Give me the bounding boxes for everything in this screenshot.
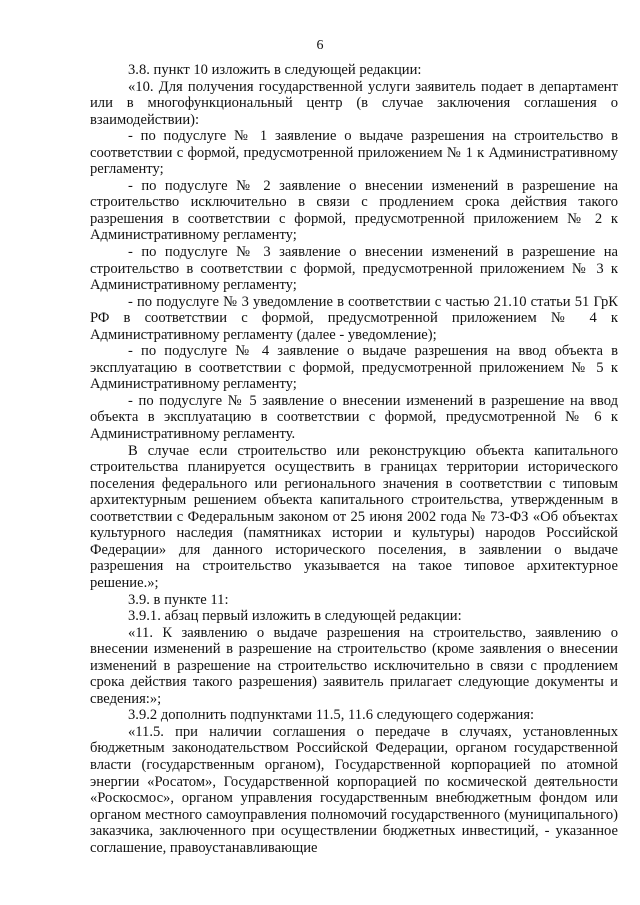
paragraph-3-9-1: 3.9.1. абзац первый изложить в следующей редакции:: [128, 608, 462, 625]
list-item-subservice-2: - по подуслуге № 2 заявление о внесении изменений в разрешение на строительство исключительно в связи с продлением срока действия такого разрешения в соответствии с формой, предусмотренной приложением № 2 к Административному регламенту;: [90, 177, 618, 244]
list-item-subservice-3-application: - по подуслуге № 3 заявление о внесении изменений в разрешение на строительство в соответствии с формой, предусмотренной приложением № 3 к Административному регламенту;: [90, 244, 618, 294]
list-item-subservice-4: - по подуслуге № 4 заявление о выдаче разрешения на ввод объекта в эксплуатацию в соответствии с формой, предусмотренной приложением № 5 к Административному регламенту;: [90, 343, 618, 393]
paragraph-item-11-5: «11.5. при наличии соглашения о передаче в случаях, установленных бюджетным законодательством Российской Федерации, органом государственной власти (государственным органом), Государственной корпорацией по атомной энергии «Росатом», Государственной корпорацией по космической деятельности «Роскосмос», органом управления государственным внебюджетным фондом или органом местного самоуправления полномочий государственного (муниципального) заказчика, заключенного при осуществлении бюджетных инвестиций, - указанное соглашение, правоустанавливающие: [90, 723, 618, 856]
paragraph-item-10: «10. Для получения государственной услуги заявитель подает в департамент или в многофункциональный центр (в случае заключения соглашения о взаимодействии):: [90, 78, 618, 128]
document-body: [90, 62, 618, 856]
page-number: 6: [316, 38, 324, 53]
paragraph-3-9: 3.9. в пункте 11:: [128, 591, 229, 608]
paragraph-item-11: «11. К заявлению о выдаче разрешения на строительство, заявлению о внесении изменений в разрешение на строительство (кроме заявления о внесении изменений в разрешение на строительство исключительно в связи с продлением срока действия такого разрешения) заявитель прилагает следующие документы и сведения:»;: [90, 624, 618, 707]
list-item-subservice-1: - по подуслуге № 1 заявление о выдаче разрешения на строительство в соответствии с формой, предусмотренной приложением № 1 к Административному регламенту;: [90, 128, 618, 178]
paragraph-historic-settlement: В случае если строительство или реконструкцию объекта капитального строительства планируется осуществить в границах территории исторического поселения федерального или регионального значения в соответствии с типовым архитектурным решением объекта капитального строительства, утвержденным в соответствии с Федеральным законом от 25 июня 2002 года № 73-ФЗ «Об объектах культурного наследия (памятниках истории и культуры) народов Российской Федерации» для данного исторического поселения, в заявлении о выдаче разрешения на строительство указывается на такое типовое архитектурное решение.»;: [90, 442, 618, 591]
paragraph-3-8: 3.8. пункт 10 изложить в следующей редакции:: [128, 62, 422, 78]
list-item-subservice-5: - по подуслуге № 5 заявление о внесении изменений в разрешение на ввод объекта в эксплуатацию в соответствии с формой, предусмотренной № 6 к Административному регламенту.: [90, 392, 618, 443]
paragraph-3-9-2: 3.9.2 дополнить подпунктами 11.5, 11.6 следующего содержания:: [128, 707, 535, 724]
list-item-subservice-3-notice: - по подуслуге № 3 уведомление в соответствии с частью 21.10 статьи 51 ГрК РФ в соответствии с формой, предусмотренной приложением № 4 к Административному регламенту (далее - уведомление);: [90, 293, 618, 343]
